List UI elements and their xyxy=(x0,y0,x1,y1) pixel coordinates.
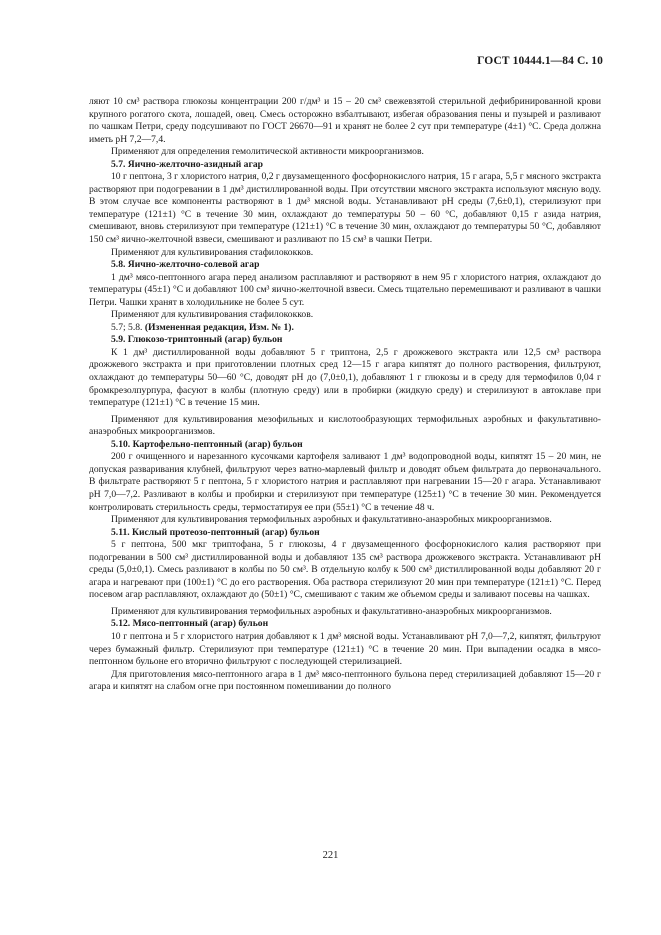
section-heading-5-11: 5.11. Кислый протеозо-пептонный (агар) бульон xyxy=(111,526,320,538)
standard-header: ГОСТ 10444.1—84 С. 10 xyxy=(477,55,603,67)
section-heading-5-10: 5.10. Картофельно-пептонный (агар) бульон xyxy=(111,438,303,450)
paragraph: Применяют для культивирования стафилококков. xyxy=(111,246,314,258)
paragraph: Применяют для культивирования стафилококков. xyxy=(111,309,314,321)
section-heading-5-7: 5.7. Яично-желточно-азидный агар xyxy=(111,158,263,170)
section-heading-5-9: 5.9. Глюкозо-триптонный (агар) бульон xyxy=(111,334,283,346)
paragraph: Применяют для культивирования термофильных аэробных и факультативно-анаэробных микроорганизмов. xyxy=(111,514,552,526)
section-heading-5-12: 5.12. Мясо-пептонный (агар) бульон xyxy=(111,618,269,630)
paragraph: ляют 10 см³ раствора глюкозы концентрации 200 г/дм³ и 15 – 20 см³ свежевзятой стерильной дефибринированной крови крупного рогатого скота, лошадей, овец. Смесь осторожно взбалтывают, избегая образования пены и пузырей и разливают по чашкам Петри, среду подсушивают по ГОСТ 26670—91 и хранят не более 2 сут при температуре (4±1) °С. Среда должна иметь рН 7,2—7,4. xyxy=(89,96,601,145)
page-number: 221 xyxy=(322,850,339,861)
section-heading-5-8: 5.8. Яично-желточно-солевой агар xyxy=(111,259,260,271)
paragraph: 10 г пептона и 5 г хлористого натрия добавляют к 1 дм³ мясной воды. Устанавливают рН 7,0—7,2, кипятят, фильтруют через бумажный фильтр. Стерилизуют при температуре (121±1) °С в течение 20 мин. При выпадении осадка в мясо-пептонном бульоне его вторично фильтруют с последующей стерилизацией. xyxy=(89,630,601,668)
paragraph: Применяют для определения гемолитической активности микроорганизмов. xyxy=(111,146,424,158)
paragraph: Для приготовления мясо-пептонного агара в 1 дм³ мясо-пептонного бульона перед стерилизацией добавляют 15—20 г агара и кипятят на слабом огне при постоянном помешивании до полного xyxy=(89,668,601,693)
paragraph: К 1 дм³ дистиллированной воды добавляют 5 г триптона, 2,5 г дрожжевого экстракта или 12,5 см³ раствора дрожжевого экстракта и при приготовлении плотных сред 12—15 г агара кипятят до полного растворения, фильтруют, охлаждают до температуры 50—60 °С, доводят рН до (7,0±0,1), добавляют 1 г глюкозы и в среду для термофилов 0,04 г бромкрезолпурпура, фасуют в колбы (плотную среду) или в пробирки (жидкую среду) и стерилизуют в автоклаве при температуре (121±1) °С в течение 15 мин. xyxy=(89,346,601,409)
paragraph: 10 г пептона, 3 г хлористого натрия, 0,2 г двузамещенного фосфорнокислого натрия, 15 г агара, 5,5 г мясного экстракта растворяют при подогревании в 1 дм³ дистиллированной воды. При отсутствии мясного экстракта используют мясную воду. В этом случае все компоненты растворяют в 1 дм³ мясной воды. Устанавливают рН среды (7,6±0,1), стерилизуют при температуре (121±1) °С в течение 30 мин, охлаждают до температуры 50 – 60 °С, добавляют 0,15 г азида натрия, смешивают, вновь стерилизуют при температуре (121±1) °С в течение 30 мин, охлаждают до температуры 50 °С, добавляют 150 см³ яично-желточной взвеси, смешивают и разливают по 15 см³ в чашки Петри. xyxy=(89,171,601,246)
paragraph: 200 г очищенного и нарезанного кусочками картофеля заливают 1 дм³ водопроводной воды, кипятят 15 – 20 мин, не допуская разваривания клубней, фильтруют через ватно-марлевый фильтр и доводят объем фильтрата до первоначального. В фильтрате растворяют 5 г пептона, 5 г хлористого натрия и расплавляют при нагревании 15—20 г агара. Устанавливают рН 7,0—7,2. Разливают в колбы и пробирки и стерилизуют при температуре (125±1) °С в течение 30 мин. Рекомендуется контролировать стерильность среды, термостатируя ее при (55±1) °С в течение 48 ч. xyxy=(89,451,601,513)
document-body xyxy=(89,96,601,694)
paragraph: Применяют для культивирования термофильных аэробных и факультативно-анаэробных микроорганизмов. xyxy=(111,605,552,617)
amendment-note xyxy=(89,322,601,335)
paragraph: 1 дм³ мясо-пептонного агара перед анализом расплавляют и растворяют в нем 95 г хлористого натрия, охлаждают до температуры (45±1) °С и добавляют 100 см³ яично-желточной взвеси. Смесь тщательно перемешивают и разливают в чашки Петри. Чашки хранят в холодильнике не более 5 сут. xyxy=(89,271,601,308)
paragraph: Применяют для культивирования мезофильных и кислотообразующих термофильных аэробных и факультативно-анаэробных микроорганизмов. xyxy=(89,413,601,438)
amendment-ref: 5.7; 5.8. xyxy=(111,321,145,333)
paragraph: 5 г пептона, 500 мкг триптофана, 5 г глюкозы, 4 г двузамещенного фосфорнокислого калия растворяют при подогревании в 500 см³ дистиллированной воды и добавляют 135 см³ раствора дрожжевого экстракта. Устанавливают рН среды (5,0±0,1). Смесь разливают в колбы по 50 см³. В отдельную колбу к 500 см³ дистиллированной воды добавляют 20 г агара и нагревают при (100±1) °С до его растворения. Оба раствора стерилизуют 20 мин при температуре (121±1) °С. Перед посевом агар расплавляют, охлаждают до (50±1) °С, смешивают с таким же объемом среды и заливают посевы на чашках. xyxy=(89,539,601,601)
amendment-text: (Измененная редакция, Изм. № 1). xyxy=(144,321,294,333)
